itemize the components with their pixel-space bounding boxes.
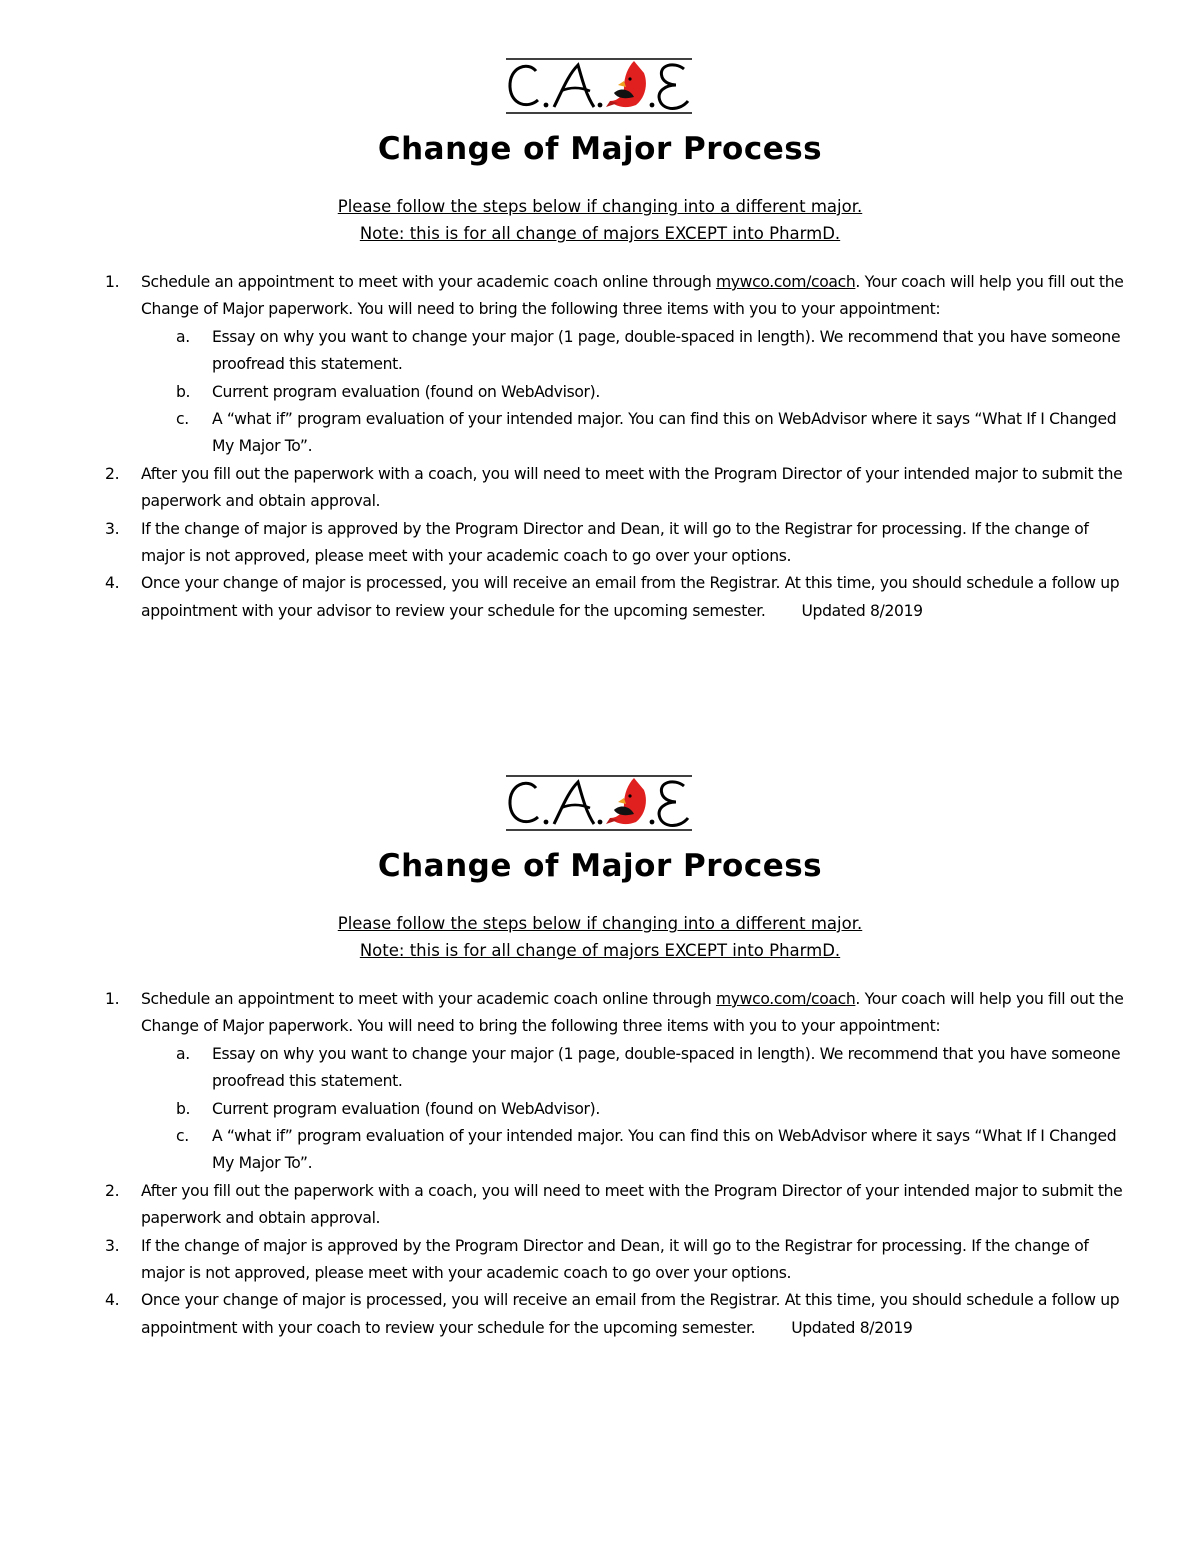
step-number: 2.: [105, 464, 120, 483]
sub-step-text: A “what if” program evaluation of your intended major. You can find this on WebAdvisor where it says “What If I Changed My Major To”.: [212, 410, 1117, 456]
sub-step-item: [0, 1096, 1127, 1123]
step-item: [0, 1233, 1131, 1288]
sub-step-letter: b.: [176, 1099, 191, 1118]
sub-step-text: Essay on why you want to change your major (1 page, double-spaced in length). We recommend that you have someone proofread this statement.: [212, 1044, 1121, 1091]
steps-list: [0, 986, 1200, 1342]
cardinal-bird-icon: [606, 61, 646, 107]
sub-step-text: A “what if” program evaluation of your intended major. You can find this on WebAdvisor where it says “What If I Changed My Major To”.: [212, 1127, 1117, 1173]
sub-step-letter: b.: [176, 382, 191, 401]
step-number: 3.: [105, 1236, 120, 1255]
steps-list: [0, 269, 1200, 625]
step-number: 4.: [105, 574, 120, 593]
step-text: Once your change of major is processed, you will receive an email from the Registrar. At this time, you should schedule a follow up appointment with your coach to review your schedule for the upcoming semester.: [141, 1291, 1120, 1337]
step-item: [0, 1178, 1131, 1233]
step-item: [0, 461, 1131, 516]
step-number: 4.: [105, 1291, 120, 1310]
subtitle-note: Note: this is for all change of majors EXCEPT into PharmD.: [359, 941, 841, 960]
cardinal-bird-icon: [606, 778, 646, 824]
step-text: Schedule an appointment to meet with your academic coach online through: [141, 990, 716, 1008]
step-text-continued: . Your coach will help you fill out the Change of Major paperwork. You will need to bring the following three items with you to your appointment:: [141, 990, 1124, 1036]
sub-step-letter: a.: [176, 327, 190, 346]
sub-step-text: Current program evaluation (found on WebAdvisor).: [212, 382, 600, 401]
subtitle-instructions: Please follow the steps below if changing into a different major.: [337, 197, 863, 216]
sub-step-item: [0, 379, 1127, 406]
updated-date: Updated 8/2019: [801, 601, 923, 620]
cae-logo: [506, 774, 692, 832]
flyer-2: [0, 774, 1200, 1474]
cae-logo: [506, 57, 692, 115]
coach-link[interactable]: mywco.com/coach: [715, 990, 856, 1008]
step-text: After you fill out the paperwork with a coach, you will need to meet with the Program Director of your intended major to submit the paperwork and obtain approval.: [141, 1181, 1123, 1228]
sub-step-item: [0, 324, 1127, 379]
step-item: [0, 570, 1131, 625]
step-item: [0, 1287, 1131, 1342]
step-text: After you fill out the paperwork with a coach, you will need to meet with the Program Director of your intended major to submit the paperwork and obtain approval.: [141, 464, 1123, 511]
coach-link[interactable]: mywco.com/coach: [715, 273, 856, 291]
subtitle-note: Note: this is for all change of majors EXCEPT into PharmD.: [359, 224, 841, 243]
subtitle-instructions: Please follow the steps below if changing into a different major.: [337, 914, 863, 933]
step-text-continued: . Your coach will help you fill out the Change of Major paperwork. You will need to bring the following three items with you to your appointment:: [141, 273, 1124, 319]
page-title: Change of Major Process: [377, 848, 823, 884]
step-number: 3.: [105, 519, 120, 538]
sub-step-letter: c.: [176, 1127, 189, 1146]
step-text: If the change of major is approved by the Program Director and Dean, it will go to the Registrar for processing. If the change of major is not approved, please meet with your academic coach to go over your options.: [141, 519, 1089, 566]
sub-step-item: [0, 1123, 1127, 1178]
step-item: [0, 269, 1131, 324]
sub-step-text: Essay on why you want to change your major (1 page, double-spaced in length). We recommend that you have someone proofread this statement.: [212, 327, 1121, 374]
sub-step-item: [0, 1041, 1127, 1096]
sub-step-letter: c.: [176, 410, 189, 429]
sub-step-text: Current program evaluation (found on WebAdvisor).: [212, 1099, 600, 1118]
flyer-1: [0, 57, 1200, 757]
sub-step-item: [0, 406, 1127, 461]
step-item: [0, 986, 1131, 1041]
step-number: 2.: [105, 1181, 120, 1200]
updated-date: Updated 8/2019: [791, 1318, 913, 1337]
step-number: 1.: [105, 273, 120, 291]
step-text: Schedule an appointment to meet with your academic coach online through: [141, 273, 716, 291]
step-text: If the change of major is approved by the Program Director and Dean, it will go to the Registrar for processing. If the change of major is not approved, please meet with your academic coach to go over your options.: [141, 1236, 1089, 1283]
sub-step-letter: a.: [176, 1044, 190, 1063]
step-number: 1.: [105, 990, 120, 1008]
step-text: Once your change of major is processed, you will receive an email from the Registrar. At this time, you should schedule a follow up appointment with your advisor to review your schedule for the upcoming semester.: [141, 574, 1120, 620]
step-item: [0, 516, 1131, 571]
page-title: Change of Major Process: [377, 131, 823, 167]
